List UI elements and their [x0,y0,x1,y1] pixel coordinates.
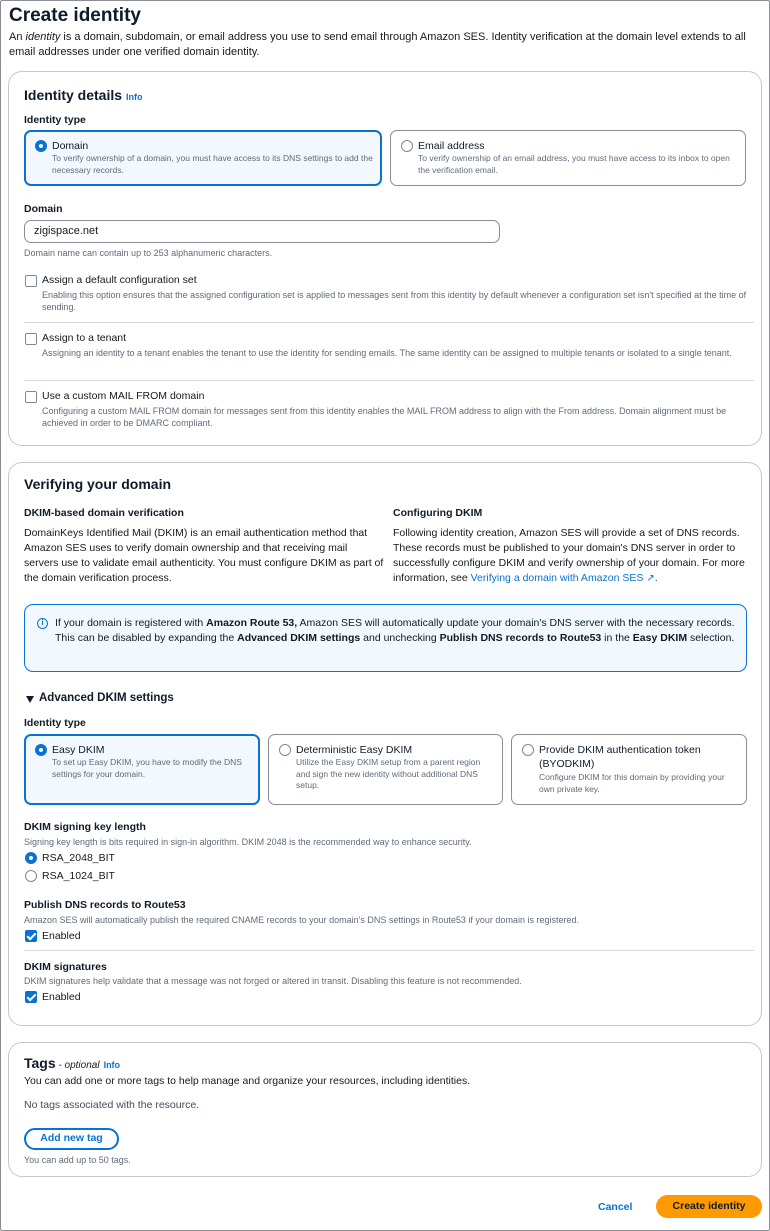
byodkim-desc: Configure DKIM for this domain by providing your own private key. [539,772,725,794]
route53-alert-text: If your domain is registered with Amazon Route 53, Amazon SES will automatically update your domain's DNS server with the necessary records. This can be disabled by expanding the Advanced DKIM settings and unchecking Publish DNS records to Route53 in the Easy DKIM selection. [55,617,735,644]
page-title: Create identity [9,5,141,26]
advanced-dkim-toggle[interactable]: Advanced DKIM settings [39,692,174,704]
tags-panel [8,1042,762,1177]
mail-from-desc: Configuring a custom MAIL FROM domain for messages sent from this identity enables the MAIL FROM address to align with the From address. Domain alignment must be achieved in order to be DMARC compliant. [42,406,727,428]
rsa-2048-label: RSA_2048_BIT [42,852,115,864]
external-link-icon: ↗ [646,573,655,584]
default-config-set-checkbox[interactable] [25,275,37,287]
publish-dns-label: Publish DNS records to Route53 [24,899,186,911]
domain-option-desc: To verify ownership of a domain, you must have access to its DNS settings to add the necessary records. [52,153,373,175]
configuring-dkim-text: Following identity creation, Amazon SES will provide a set of DNS records. These records must be published to your domain's DNS server in order to successfully configure DKIM and verify ownership of your domain. For more information, see Verifying a domain with Amazon SES ↗. [393,527,745,584]
verify-domain-panel [8,462,762,1026]
cancel-button[interactable]: Cancel [598,1201,633,1213]
dkim-identity-type-label: Identity type [24,717,86,729]
byodkim-title: Provide DKIM authentication token (BYODKIM) [539,744,701,770]
dkim-signatures-label: DKIM signatures [24,961,107,973]
dkim-verification-text: DomainKeys Identified Mail (DKIM) is an email authentication method that Amazon SES uses to verify domain ownership and that receiving mail servers use to validate email authenticity. You must configure DKIM as part of the domain verification process. [24,527,384,584]
domain-radio[interactable] [35,140,47,152]
identity-details-panel [8,71,762,446]
identity-type-label: Identity type [24,114,86,126]
identity-details-heading-row [24,87,143,103]
easy-dkim-tile[interactable] [24,734,260,805]
domain-hint: Domain name can contain up to 253 alphanumeric characters. [24,248,273,258]
divider [24,380,754,381]
byodkim-radio[interactable] [522,744,534,756]
tags-description: You can add one or more tags to help manage and organize your resources, including identities. [24,1075,471,1087]
route53-info-alert [24,604,747,672]
divider [24,322,754,323]
email-option-title: Email address [418,140,485,152]
rsa-1024-label: RSA_1024_BIT [42,870,115,882]
identity-details-heading: Identity details [24,87,123,103]
dkim-signatures-checkbox[interactable] [25,991,37,1003]
identity-type-email-tile[interactable] [390,130,746,186]
mail-from-title: Use a custom MAIL FROM domain [42,390,205,402]
configuring-dkim-title: Configuring DKIM [393,507,483,519]
byodkim-tile[interactable] [511,734,747,805]
expand-caret-icon[interactable] [26,696,34,703]
default-config-set-desc: Enabling this option ensures that the assigned configuration set is applied to messages sent from this identity by default whenever a configuration set isn't specified at the time of sending. [42,290,747,312]
email-option-desc: To verify ownership of an email address, you must have access to its inbox to open the verification email. [418,153,730,175]
dkim-signatures-enabled-label: Enabled [42,991,81,1003]
page-description: An identity is a domain, subdomain, or email address you use to send email through Amazon SES. Identity verification at the domain level extends to all email addresses under one verified domain identity. [9,31,746,58]
rsa-1024-radio[interactable] [25,870,37,882]
key-length-label: DKIM signing key length [24,821,146,833]
deterministic-dkim-tile[interactable] [268,734,503,805]
easy-dkim-title: Easy DKIM [52,744,105,756]
deterministic-dkim-radio[interactable] [279,744,291,756]
key-length-hint: Signing key length is bits required in sign-in algorithm. DKIM 2048 is the recommended way to enhance security. [24,837,472,847]
domain-option-title: Domain [52,140,89,152]
tenant-checkbox[interactable] [25,333,37,345]
verify-heading: Verifying your domain [24,476,172,492]
easy-dkim-radio[interactable] [35,744,47,756]
dkim-signatures-hint: DKIM signatures help validate that a message was not forged or altered in transit. Disabling this feature is not recommended. [24,976,522,986]
rsa-2048-radio[interactable] [25,852,37,864]
info-link[interactable]: Info [126,92,143,102]
deterministic-dkim-title: Deterministic Easy DKIM [296,744,413,756]
deterministic-dkim-desc: Utilize the Easy DKIM setup from a parent region and sign the new identity without additional DNS setup. [296,757,481,790]
dkim-verification-title: DKIM-based domain verification [24,507,184,519]
publish-dns-hint: Amazon SES will automatically publish the required CNAME records to your domain's DNS settings in Route53 if your domain is registered. [24,915,579,925]
publish-dns-enabled-label: Enabled [42,930,81,942]
tags-info-link[interactable]: Info [103,1060,121,1070]
create-identity-button[interactable]: Create identity [656,1195,762,1218]
identity-type-domain-tile[interactable] [24,130,382,186]
email-radio[interactable] [401,140,413,152]
domain-label: Domain [24,203,63,215]
add-new-tag-button[interactable]: Add new tag [24,1128,119,1150]
divider [24,950,754,951]
tags-optional: - optional [55,1060,100,1071]
domain-input[interactable]: zigispace.net [24,220,500,243]
tags-heading-row [24,1055,120,1071]
easy-dkim-desc: To set up Easy DKIM, you have to modify the DNS settings for your domain. [52,757,242,779]
default-config-set-title: Assign a default configuration set [42,274,197,286]
tags-heading: Tags [24,1055,56,1071]
verifying-domain-link[interactable]: Verifying a domain with Amazon SES [470,572,644,584]
tags-limit-hint: You can add up to 50 tags. [24,1155,131,1165]
tenant-desc: Assigning an identity to a tenant enables the tenant to use the identity for sending emails. The same identity can be assigned to multiple tenants or isolated to a single tenant. [42,348,732,358]
tenant-title: Assign to a tenant [42,332,127,344]
mail-from-checkbox[interactable] [25,391,37,403]
publish-dns-checkbox[interactable] [25,930,37,942]
info-icon: i [37,618,48,629]
no-tags-text: No tags associated with the resource. [24,1099,200,1111]
